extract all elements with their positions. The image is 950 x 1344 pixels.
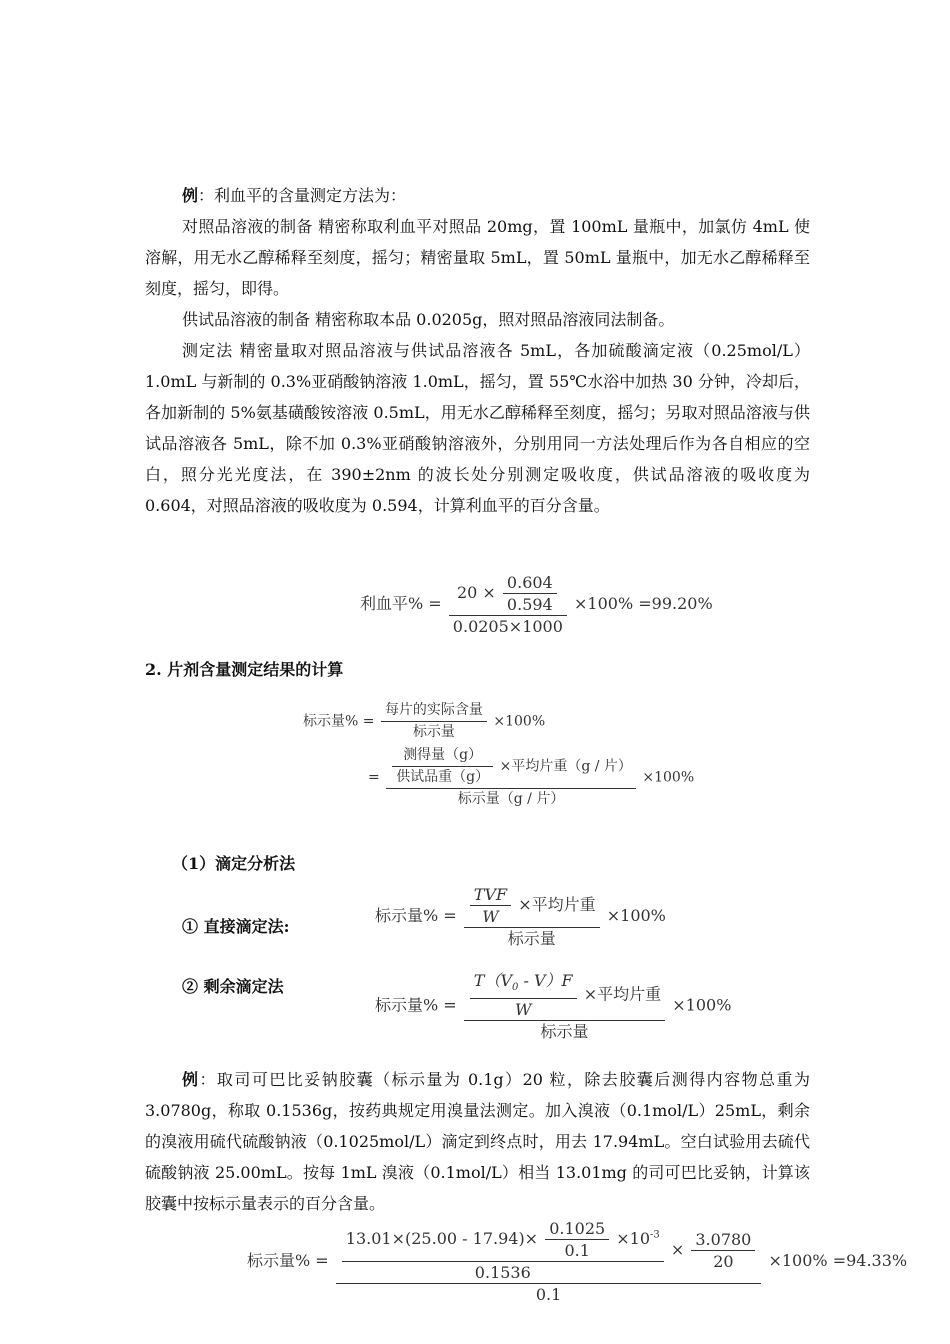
formula-fraction xyxy=(464,884,600,949)
numerator-prefix: 20 × xyxy=(456,583,496,602)
formula-rhs: ×100% xyxy=(493,713,546,730)
formula-lhs: 利血平% = xyxy=(360,594,442,613)
formula-fraction xyxy=(336,1218,762,1305)
absorbance-ratio xyxy=(503,572,557,615)
weight-w: W xyxy=(515,1000,532,1020)
sample-solution-paragraph: 供试品溶液的制备 精密称取本品 0.0205g，照对照品溶液同法制备。 xyxy=(182,310,675,329)
fraction-numerator xyxy=(336,1218,762,1284)
formula-rhs: ×100% xyxy=(642,769,695,786)
reference-absorbance: 0.594 xyxy=(506,595,553,614)
expr-part-b: - V）F xyxy=(518,971,573,990)
method-paragraph: 测定法 精密量取对照品溶液与供试品溶液各 5mL，各加硫酸滴定液（0.25mol/L）1.0mL 与新制的 0.3%亚硝酸钠溶液 1.0mL，摇匀，置 55℃水浴中加热 30 分钟，冷却后，各加新制的 5%氨基磺酸铵溶液 0.5mL，用无水乙醇稀释至刻度，摇匀；另取对照品溶液与供试品溶液各 5mL，除不加 0.3%亚硝酸钠溶液外，分别用同一方法处理后作为各自相应的空白，照分光光度法，在 390±2nm 的波长处分别测定吸收度，供试品溶液的吸收度为 0.604，对照品溶液的吸收度为 0.594，计算利血平的百分含量。 xyxy=(145,341,810,515)
unit-factor: ×10 xyxy=(616,1229,651,1248)
example1-intro xyxy=(145,180,810,211)
fraction-denominator: 标示量（g / 片） xyxy=(457,791,565,807)
sample-absorbance: 0.604 xyxy=(503,572,557,594)
formula-lhs: 标示量% = xyxy=(247,1251,329,1270)
equals-sign: = xyxy=(368,769,380,786)
example2-text: ：取司可巴比妥钠胶囊（标示量为 0.1g）20 粒，除去胶囊后测得内容物总重为 3.0780g，称取 0.1536g，按药典规定用溴量法测定。加入溴液（0.1mol/L）25mL，剩余的溴液用硫代硫酸钠液（0.1025mol/L）滴定到终点时，用去 17.94mL。空白试验用去硫代硫酸钠液 25.00mL。按每 1mL 溴液（0.1mol/L）相当 13.01mg 的司可巴比妥钠，计算该胶囊中按标示量表示的百分含量。 xyxy=(145,1070,810,1213)
formula-label-percent xyxy=(303,700,545,743)
formula-fraction xyxy=(464,970,665,1042)
example2-paragraph xyxy=(145,1064,810,1219)
section-title: 2. 片剂含量测定结果的计算 xyxy=(145,660,344,679)
actual-concentration: 0.1025 xyxy=(545,1218,609,1240)
formula-rhs: ×100% xyxy=(672,995,732,1015)
fraction-numerator xyxy=(449,572,567,616)
measured-amount: 测得量（g） xyxy=(392,745,493,767)
average-tablet-weight: ×平均片重（g / 片） xyxy=(499,758,632,775)
concentration-ratio xyxy=(545,1218,609,1261)
weight-w: W xyxy=(482,907,499,926)
average-tablet-weight: ×平均片重 xyxy=(583,984,662,1004)
formula-fraction xyxy=(381,700,487,743)
formula-residual-titration xyxy=(375,970,731,1042)
total-content-weight: 3.0780 xyxy=(691,1229,755,1251)
direct-titration-title: ① 直接滴定法: xyxy=(182,917,290,936)
fraction-numerator xyxy=(464,970,665,1021)
inner-fraction xyxy=(470,970,577,1020)
nominal-concentration: 0.1 xyxy=(564,1241,590,1260)
subsection-title: （1）滴定分析法 xyxy=(172,854,296,873)
titration-expression: 13.01×(25.00 - 17.94)× xyxy=(345,1229,539,1248)
formula-rhs: ×100% xyxy=(606,906,666,925)
fraction-numerator: 每片的实际含量 xyxy=(381,700,487,722)
example1-intro-text: ：利血平的含量测定方法为： xyxy=(198,186,407,205)
exponent: -3 xyxy=(650,1229,660,1241)
tvf: TVF xyxy=(470,884,511,906)
expr-subscript: 0 xyxy=(512,982,519,994)
formula-result: ×100% =99.20% xyxy=(574,594,713,613)
inner-fraction xyxy=(470,884,511,927)
mid-numerator xyxy=(342,1218,664,1262)
average-tablet-weight: ×平均片重 xyxy=(518,895,596,914)
times-sign: × xyxy=(670,1240,685,1259)
fraction-numerator xyxy=(464,884,600,928)
expr-part-a: T（V xyxy=(473,971,513,990)
residual-expression xyxy=(470,970,577,999)
inner-fraction xyxy=(392,745,493,788)
formula-fraction xyxy=(386,745,636,810)
reference-solution-paragraph: 对照品溶液的制备 精密称取利血平对照品 20mg，置 100mL 量瓶中，加氯仿 4mL 使溶解，用无水乙醇稀释至刻度，摇匀；精密量取 5mL，置 50mL 量瓶中，加无水乙醇稀释至刻度，摇匀，即得。 xyxy=(145,217,810,298)
sample-weight: 供试品重（g） xyxy=(396,769,490,785)
fraction-denominator: 0.1 xyxy=(535,1285,562,1304)
fraction-denominator: 标示量 xyxy=(412,724,455,740)
average-weight-fraction xyxy=(691,1229,755,1272)
fraction-denominator: 标示量 xyxy=(507,929,556,948)
formula-result: ×100% =94.33% xyxy=(768,1251,908,1270)
formula-direct-titration xyxy=(375,884,666,949)
formula-lhs: 标示量% = xyxy=(303,713,375,730)
formula-secobarbital xyxy=(247,1218,907,1305)
formula-label-percent-expanded xyxy=(368,745,694,810)
capsule-count: 20 xyxy=(713,1252,734,1271)
formula-fraction xyxy=(449,572,567,637)
residual-titration-title: ② 剩余滴定法 xyxy=(182,977,284,996)
formula-lhs: 标示量% = xyxy=(375,995,457,1015)
fraction-denominator: 0.0205×1000 xyxy=(452,617,563,636)
mid-fraction xyxy=(342,1218,664,1283)
example-label: 例 xyxy=(182,186,199,205)
fraction-denominator: 标示量 xyxy=(540,1022,589,1042)
formula-lhs: 标示量% = xyxy=(375,906,457,925)
sample-weight: 0.1536 xyxy=(474,1263,531,1282)
fraction-numerator xyxy=(386,745,636,789)
example-label: 例 xyxy=(182,1070,200,1089)
formula-reserpine xyxy=(360,572,713,637)
